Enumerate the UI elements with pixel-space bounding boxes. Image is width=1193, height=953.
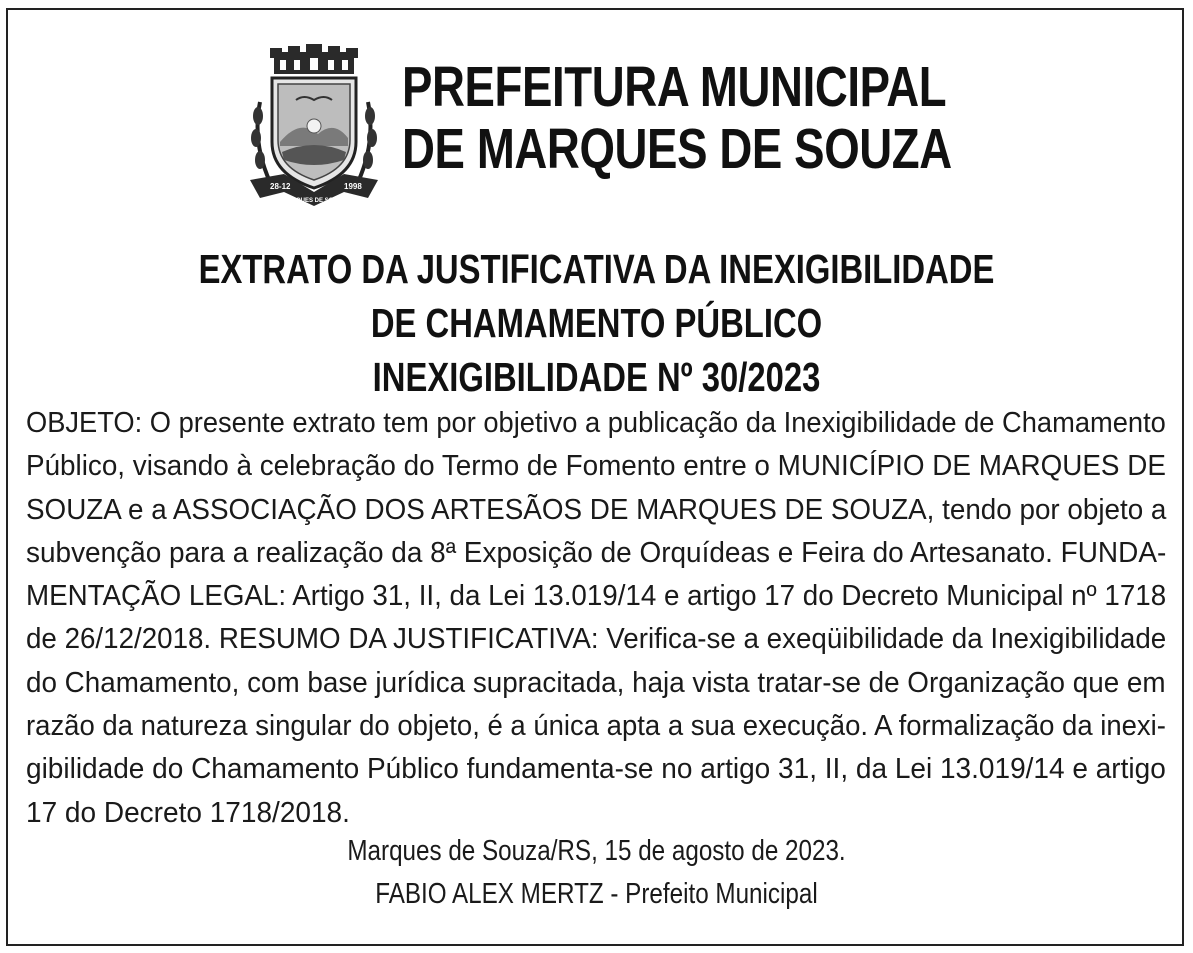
body-line: SOUZA e a ASSOCIAÇÃO DOS ARTESÃOS DE MARQUES DE SOUZA, tendo por objeto a: [26, 493, 1167, 526]
notice-footer: [0, 830, 1193, 916]
body-line: razão da natureza singular do objeto, é a única apta a sua execução. A formalização da inexi-: [26, 710, 1166, 743]
header: [244, 42, 964, 212]
body-line: do Chamamento, com base jurídica supracitada, haja vista tratar-se de Organização que em: [26, 666, 1166, 699]
crest-ribbon-center: MARQUES DE SOUZA: [282, 198, 346, 204]
crest-ribbon-right: 1998: [344, 182, 362, 191]
signatory: FABIO ALEX MERTZ - Prefeito Municipal: [375, 878, 818, 910]
body-line: Público, visando à celebração do Termo de Fomento entre o MUNICÍPIO DE MARQUES DE: [26, 450, 1166, 483]
notice-titles: [0, 242, 1193, 404]
body-line: gibilidade do Chamamento Público fundamenta-se no artigo 31, II, da Lei 13.019/14 e artigo: [26, 753, 1166, 786]
place-date: Marques de Souza/RS, 15 de agosto de 2023.: [347, 835, 846, 867]
notice-title-line2: DE CHAMAMENTO PÚBLICO: [370, 300, 823, 346]
body-line: OBJETO: O presente extrato tem por objetivo a publicação da Inexigibilidade de Chamamento: [26, 407, 1166, 439]
notice-title-line1: EXTRATO DA JUSTIFICATIVA DA INEXIGIBILIDADE: [198, 246, 995, 292]
coat-of-arms-icon: [244, 42, 384, 212]
body-line: MENTAÇÃO LEGAL: Artigo 31, II, da Lei 13.019/14 e artigo 17 do Decreto Municipal nº 1718: [26, 580, 1167, 613]
municipality-name-line2: DE MARQUES DE SOUZA: [402, 117, 952, 181]
municipality-name: [402, 56, 952, 180]
municipality-name-line1: PREFEITURA MUNICIPAL: [402, 55, 947, 119]
crest-ribbon-left: 28-12: [270, 182, 291, 191]
notice-title-line3: INEXIGIBILIDADE Nº 30/2023: [372, 354, 821, 400]
notice-body: [26, 402, 1166, 835]
body-line: de 26/12/2018. RESUMO DA JUSTIFICATIVA: Verifica-se a exeqüibilidade da Inexigibilidade: [26, 623, 1167, 656]
body-line: subvenção para a realização da 8ª Exposição de Orquídeas e Feira do Artesanato. FUNDA-: [26, 536, 1167, 569]
body-line: 17 do Decreto 1718/2018.: [26, 796, 350, 829]
